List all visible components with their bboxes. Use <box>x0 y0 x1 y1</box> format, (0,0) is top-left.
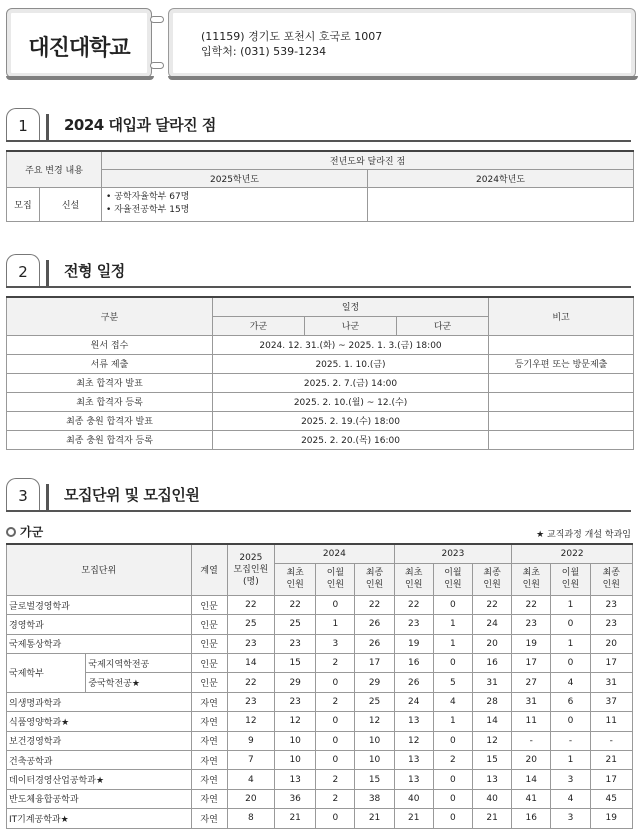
row-label: 원서 접수 <box>7 335 213 354</box>
value: 22 <box>512 595 551 614</box>
unit-name: 의생명과학과 <box>7 692 192 711</box>
value: 12 <box>473 731 512 750</box>
value: 13 <box>394 751 433 770</box>
quota-2025: 20 <box>227 789 274 808</box>
teaching-course-note: ★ 교직과정 개설 학과임 <box>536 530 631 540</box>
value: 17 <box>355 654 394 673</box>
value: 27 <box>512 673 551 692</box>
value: 22 <box>355 595 394 614</box>
value: 41 <box>512 789 551 808</box>
value: 1 <box>433 615 472 634</box>
value: 26 <box>355 615 394 634</box>
field: 자연 <box>191 751 227 770</box>
table-row <box>7 335 634 354</box>
university-card <box>6 8 152 78</box>
value: 22 <box>394 595 433 614</box>
row-note <box>489 335 634 354</box>
group-na: 나군 <box>305 316 397 335</box>
value: 36 <box>275 789 316 808</box>
quota-2025: 12 <box>227 712 274 731</box>
field: 인문 <box>191 615 227 634</box>
row-date: 2024. 12. 31.(화) ~ 2025. 1. 3.(금) 18:00 <box>213 335 489 354</box>
value: 21 <box>355 809 394 828</box>
value: 22 <box>473 595 512 614</box>
value: 29 <box>275 673 316 692</box>
value: 13 <box>394 712 433 731</box>
field: 인문 <box>191 634 227 653</box>
row-label: 최종 충원 합격자 발표 <box>7 411 213 430</box>
value: 1 <box>316 615 355 634</box>
unit-name: 보건경영학과 <box>7 731 192 750</box>
col-carry: 이월 인원 <box>551 563 590 595</box>
section-title: 2024 대입과 달라진 점 <box>64 116 216 134</box>
section-number: 2 <box>6 254 40 288</box>
col-type: 구분 <box>7 297 213 335</box>
value: 20 <box>512 751 551 770</box>
quota-2025: 7 <box>227 751 274 770</box>
value: 14 <box>512 770 551 789</box>
unit-name: 식품영양학과★ <box>7 712 192 731</box>
value: 0 <box>316 673 355 692</box>
col-2024: 2024 <box>275 544 395 563</box>
col-unit: 모집단위 <box>7 544 192 595</box>
table-row <box>7 789 633 808</box>
row-note <box>489 411 634 430</box>
row-date: 2025. 2. 7.(금) 14:00 <box>213 373 489 392</box>
value: 4 <box>551 789 590 808</box>
unit-name: 건축공학과 <box>7 751 192 770</box>
group-da: 다군 <box>397 316 489 335</box>
value: 2 <box>316 692 355 711</box>
value: 0 <box>316 712 355 731</box>
table-row <box>7 615 633 634</box>
section-title: 전형 일정 <box>64 262 125 280</box>
value: 0 <box>316 809 355 828</box>
col-2025: 2025 모집인원 (명) <box>227 544 274 595</box>
table-row <box>7 712 633 731</box>
schedule-table <box>6 296 634 450</box>
row-date: 2025. 1. 10.(금) <box>213 354 489 373</box>
field: 자연 <box>191 712 227 731</box>
table-row <box>7 373 634 392</box>
row-label: 서류 제출 <box>7 354 213 373</box>
row-note: 등기우편 또는 방문제출 <box>489 354 634 373</box>
value: 0 <box>551 654 590 673</box>
value: 28 <box>473 692 512 711</box>
quota-table <box>6 543 633 829</box>
row-label: 최종 충원 합격자 등록 <box>7 430 213 449</box>
value: 38 <box>355 789 394 808</box>
field: 자연 <box>191 731 227 750</box>
field: 인문 <box>191 673 227 692</box>
value: 0 <box>551 615 590 634</box>
value: 26 <box>394 673 433 692</box>
value: 23 <box>275 692 316 711</box>
table-row <box>7 692 633 711</box>
value: 12 <box>275 712 316 731</box>
circle-bullet-icon <box>6 527 16 537</box>
value: 23 <box>590 595 632 614</box>
table-row <box>7 731 633 750</box>
quota-2025: 4 <box>227 770 274 789</box>
value: 31 <box>590 673 632 692</box>
table-row <box>7 770 633 789</box>
value: 20 <box>473 634 512 653</box>
value: 4 <box>551 673 590 692</box>
value: 3 <box>551 809 590 828</box>
value: - <box>551 731 590 750</box>
group-ga: 가군 <box>213 316 305 335</box>
table-row <box>7 354 634 373</box>
quota-2025: 23 <box>227 692 274 711</box>
unit-name: IT기계공학과★ <box>7 809 192 828</box>
value: 2 <box>433 751 472 770</box>
units-2024 <box>368 187 634 221</box>
col-note: 비고 <box>489 297 634 335</box>
row-note <box>489 392 634 411</box>
col-final: 최종 인원 <box>590 563 632 595</box>
value: 40 <box>394 789 433 808</box>
value: 3 <box>316 634 355 653</box>
changes-table <box>6 150 634 222</box>
col-2025: 2025학년도 <box>102 169 368 187</box>
unit-name: 국제통상학과 <box>7 634 192 653</box>
value: 13 <box>473 770 512 789</box>
table-row <box>7 751 633 770</box>
contact-card <box>168 8 636 78</box>
value: 0 <box>433 789 472 808</box>
section-number: 1 <box>6 108 40 142</box>
quota-2025: 25 <box>227 615 274 634</box>
value: 26 <box>355 634 394 653</box>
row-type: 신설 <box>40 187 102 221</box>
col-carry: 이월 인원 <box>316 563 355 595</box>
value: 31 <box>473 673 512 692</box>
value: 25 <box>355 692 394 711</box>
value: 12 <box>394 731 433 750</box>
col-field: 계열 <box>191 544 227 595</box>
value: 14 <box>473 712 512 731</box>
field: 자연 <box>191 770 227 789</box>
table-row <box>7 809 633 828</box>
address: (11159) 경기도 포천시 호국로 1007 <box>201 30 383 43</box>
value: 21 <box>394 809 433 828</box>
row-category: 모집 <box>7 187 40 221</box>
section-title: 모집단위 및 모집인원 <box>64 486 200 504</box>
value: 17 <box>590 654 632 673</box>
value: 0 <box>316 595 355 614</box>
section-3-header <box>6 478 631 512</box>
value: 2 <box>316 654 355 673</box>
value: 17 <box>512 654 551 673</box>
col-schedule: 일정 <box>213 297 489 316</box>
value: 2 <box>316 789 355 808</box>
value: 19 <box>590 809 632 828</box>
quota-2025: 22 <box>227 673 274 692</box>
value: 0 <box>433 731 472 750</box>
value: 21 <box>275 809 316 828</box>
value: 16 <box>394 654 433 673</box>
value: 2 <box>316 770 355 789</box>
university-name: 대진대학교 <box>28 36 130 61</box>
col-2023: 2023 <box>394 544 512 563</box>
quota-2025: 14 <box>227 654 274 673</box>
col-first: 최초 인원 <box>275 563 316 595</box>
value: 21 <box>473 809 512 828</box>
unit-name: 글로벌경영학과 <box>7 595 192 614</box>
value: 23 <box>275 634 316 653</box>
table-row <box>7 673 633 692</box>
value: 19 <box>512 634 551 653</box>
value: 23 <box>394 615 433 634</box>
value: 13 <box>275 770 316 789</box>
phone: 입학처: (031) 539-1234 <box>201 45 327 58</box>
field: 자연 <box>191 789 227 808</box>
table-row <box>7 430 634 449</box>
value: 17 <box>590 770 632 789</box>
value: 19 <box>394 634 433 653</box>
unit-name: 경영학과 <box>7 615 192 634</box>
col-carry: 이월 인원 <box>433 563 472 595</box>
quota-2025: 23 <box>227 634 274 653</box>
value: - <box>590 731 632 750</box>
value: 15 <box>473 751 512 770</box>
value: 29 <box>355 673 394 692</box>
sub-unit-name: 중국학전공★ <box>86 673 191 692</box>
new-units-2025 <box>102 187 368 221</box>
quota-rows <box>7 595 633 828</box>
col-first: 최초 인원 <box>394 563 433 595</box>
unit-name: 반도체융합공학과 <box>7 789 192 808</box>
field: 자연 <box>191 809 227 828</box>
value: 5 <box>433 673 472 692</box>
field: 인문 <box>191 654 227 673</box>
col-final: 최종 인원 <box>355 563 394 595</box>
value: 45 <box>590 789 632 808</box>
value: 6 <box>551 692 590 711</box>
table-row <box>7 654 633 673</box>
value: 1 <box>551 595 590 614</box>
value: 24 <box>394 692 433 711</box>
value: 25 <box>275 615 316 634</box>
row-label: 최초 합격자 발표 <box>7 373 213 392</box>
value: 10 <box>355 731 394 750</box>
value: 23 <box>590 615 632 634</box>
unit-name: 데이터경영산업공학과★ <box>7 770 192 789</box>
group-label: 가군 <box>6 523 43 540</box>
row-date: 2025. 2. 20.(목) 16:00 <box>213 430 489 449</box>
col-main-change: 주요 변경 내용 <box>7 151 102 187</box>
value: 10 <box>275 731 316 750</box>
value: 23 <box>512 615 551 634</box>
value: 15 <box>275 654 316 673</box>
value: 10 <box>275 751 316 770</box>
value: 13 <box>394 770 433 789</box>
row-date: 2025. 2. 10.(월) ~ 12.(수) <box>213 392 489 411</box>
value: 0 <box>433 654 472 673</box>
quota-2025: 22 <box>227 595 274 614</box>
value: 0 <box>316 731 355 750</box>
field: 자연 <box>191 692 227 711</box>
binder-ring-icon <box>150 16 164 23</box>
quota-2025: 9 <box>227 731 274 750</box>
row-note <box>489 430 634 449</box>
table-row <box>7 634 633 653</box>
binder-ring-icon <box>150 62 164 69</box>
value: 15 <box>355 770 394 789</box>
col-2024: 2024학년도 <box>368 169 634 187</box>
value: 0 <box>433 809 472 828</box>
col-2022: 2022 <box>512 544 633 563</box>
value: 16 <box>473 654 512 673</box>
col-final: 최종 인원 <box>473 563 512 595</box>
value: 3 <box>551 770 590 789</box>
value: 1 <box>551 751 590 770</box>
field: 인문 <box>191 595 227 614</box>
sub-unit-name: 국제지역학전공 <box>86 654 191 673</box>
value: 11 <box>512 712 551 731</box>
value: 20 <box>590 634 632 653</box>
row-label: 최초 합격자 등록 <box>7 392 213 411</box>
value: 0 <box>433 595 472 614</box>
value: 1 <box>433 634 472 653</box>
table-row <box>7 392 634 411</box>
value: 10 <box>355 751 394 770</box>
value: 0 <box>551 712 590 731</box>
value: 16 <box>512 809 551 828</box>
list-item: • 공학자율학부 67명 <box>106 192 190 202</box>
value: 1 <box>433 712 472 731</box>
value: 37 <box>590 692 632 711</box>
section-1-header <box>6 108 631 142</box>
value: 40 <box>473 789 512 808</box>
section-number: 3 <box>6 478 40 512</box>
col-first: 최초 인원 <box>512 563 551 595</box>
value: 11 <box>590 712 632 731</box>
value: 0 <box>316 751 355 770</box>
unit-name: 국제학부 <box>7 654 86 693</box>
value: 1 <box>551 634 590 653</box>
value: 21 <box>590 751 632 770</box>
value: 31 <box>512 692 551 711</box>
row-note <box>489 373 634 392</box>
value: 24 <box>473 615 512 634</box>
table-row <box>7 595 633 614</box>
value: 22 <box>275 595 316 614</box>
value: 4 <box>433 692 472 711</box>
col-diff: 전년도와 달라진 점 <box>102 151 634 169</box>
list-item: • 자율전공학부 15명 <box>106 205 190 215</box>
table-row <box>7 411 634 430</box>
value: 12 <box>355 712 394 731</box>
section-2-header <box>6 254 631 288</box>
value: 0 <box>433 770 472 789</box>
value: - <box>512 731 551 750</box>
quota-2025: 8 <box>227 809 274 828</box>
row-date: 2025. 2. 19.(수) 18:00 <box>213 411 489 430</box>
